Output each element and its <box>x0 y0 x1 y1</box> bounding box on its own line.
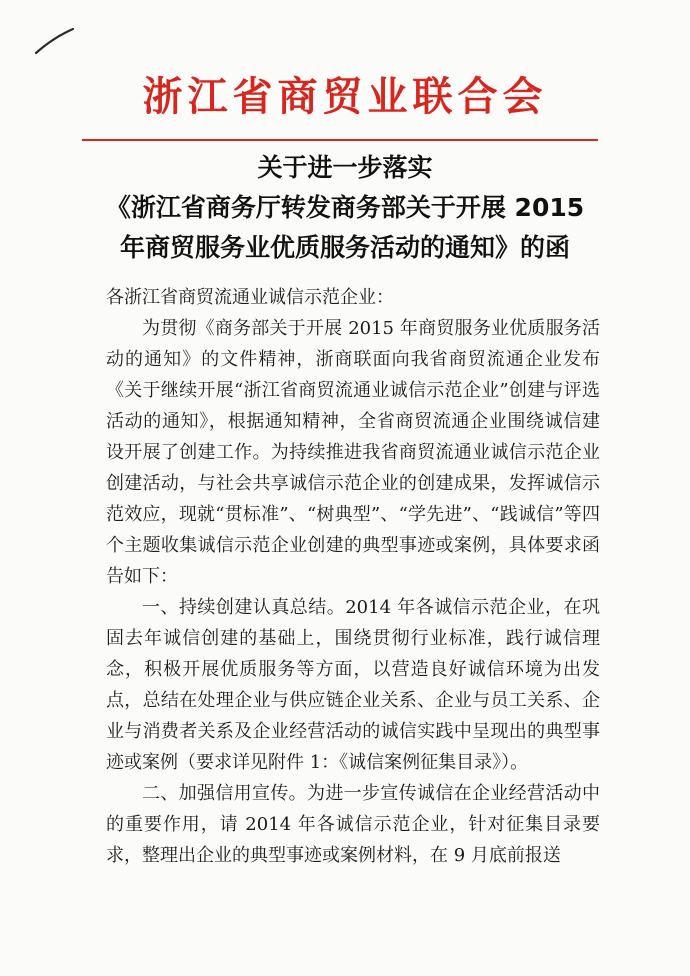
letterhead-red-rule <box>82 139 598 141</box>
salutation: 各浙江省商贸流通业诚信示范企业： <box>106 287 394 308</box>
letterhead-organization: 浙江省商贸业联合会 <box>142 73 548 120</box>
handwritten-slash-mark <box>33 26 77 56</box>
paragraph-2: 一、持续创建认真总结。2014 年各诚信示范企业，在巩固去年诚信创建的基础上，围绕贯彻行业标准，践行诚信理念，积极开展优质服务等方面，以营造良好诚信环境为出发点，总结在处理企业与供应链企业关系、企业与员工关系、企业与消费者关系及企业经营活动的诚信实践中呈现出的典型事迹或案例（要求详见附件 1：《诚信案例征集目录》）。 <box>106 597 600 773</box>
letter-body <box>106 282 600 871</box>
document-title <box>0 148 690 268</box>
title-line-3: 年商贸服务业优质服务活动的通知》的函 <box>119 233 570 262</box>
paragraph-3: 二、加强信用宣传。为进一步宣传诚信在企业经营活动中的重要作用，请 2014 年各诚信示范企业，针对征集目录要求，整理出企业的典型事迹或案例材料，在 9 月底前报送 <box>106 783 600 866</box>
title-line-1: 关于进一步落实 <box>257 153 433 182</box>
title-line-2: 《浙江省商务厅转发商务部关于开展 2015 <box>105 193 585 222</box>
paragraph-1: 为贯彻《商务部关于开展 2015 年商贸服务业优质服务活动的通知》的文件精神，浙商联面向我省商贸流通企业发布《关于继续开展“浙江省商贸流通业诚信示范企业”创建与评选活动的通知》，根据通知精神，全省商贸流通企业围绕诚信建设开展了创建工作。为持续推进我省商贸流通业诚信示范企业创建活动，与社会共享诚信示范企业的创建成果，发挥诚信示范效应，现就“贯标准”、“树典型”、“学先进”、“践诚信”等四个主题收集诚信示范企业创建的典型事迹或案例，具体要求函告如下： <box>106 318 600 587</box>
